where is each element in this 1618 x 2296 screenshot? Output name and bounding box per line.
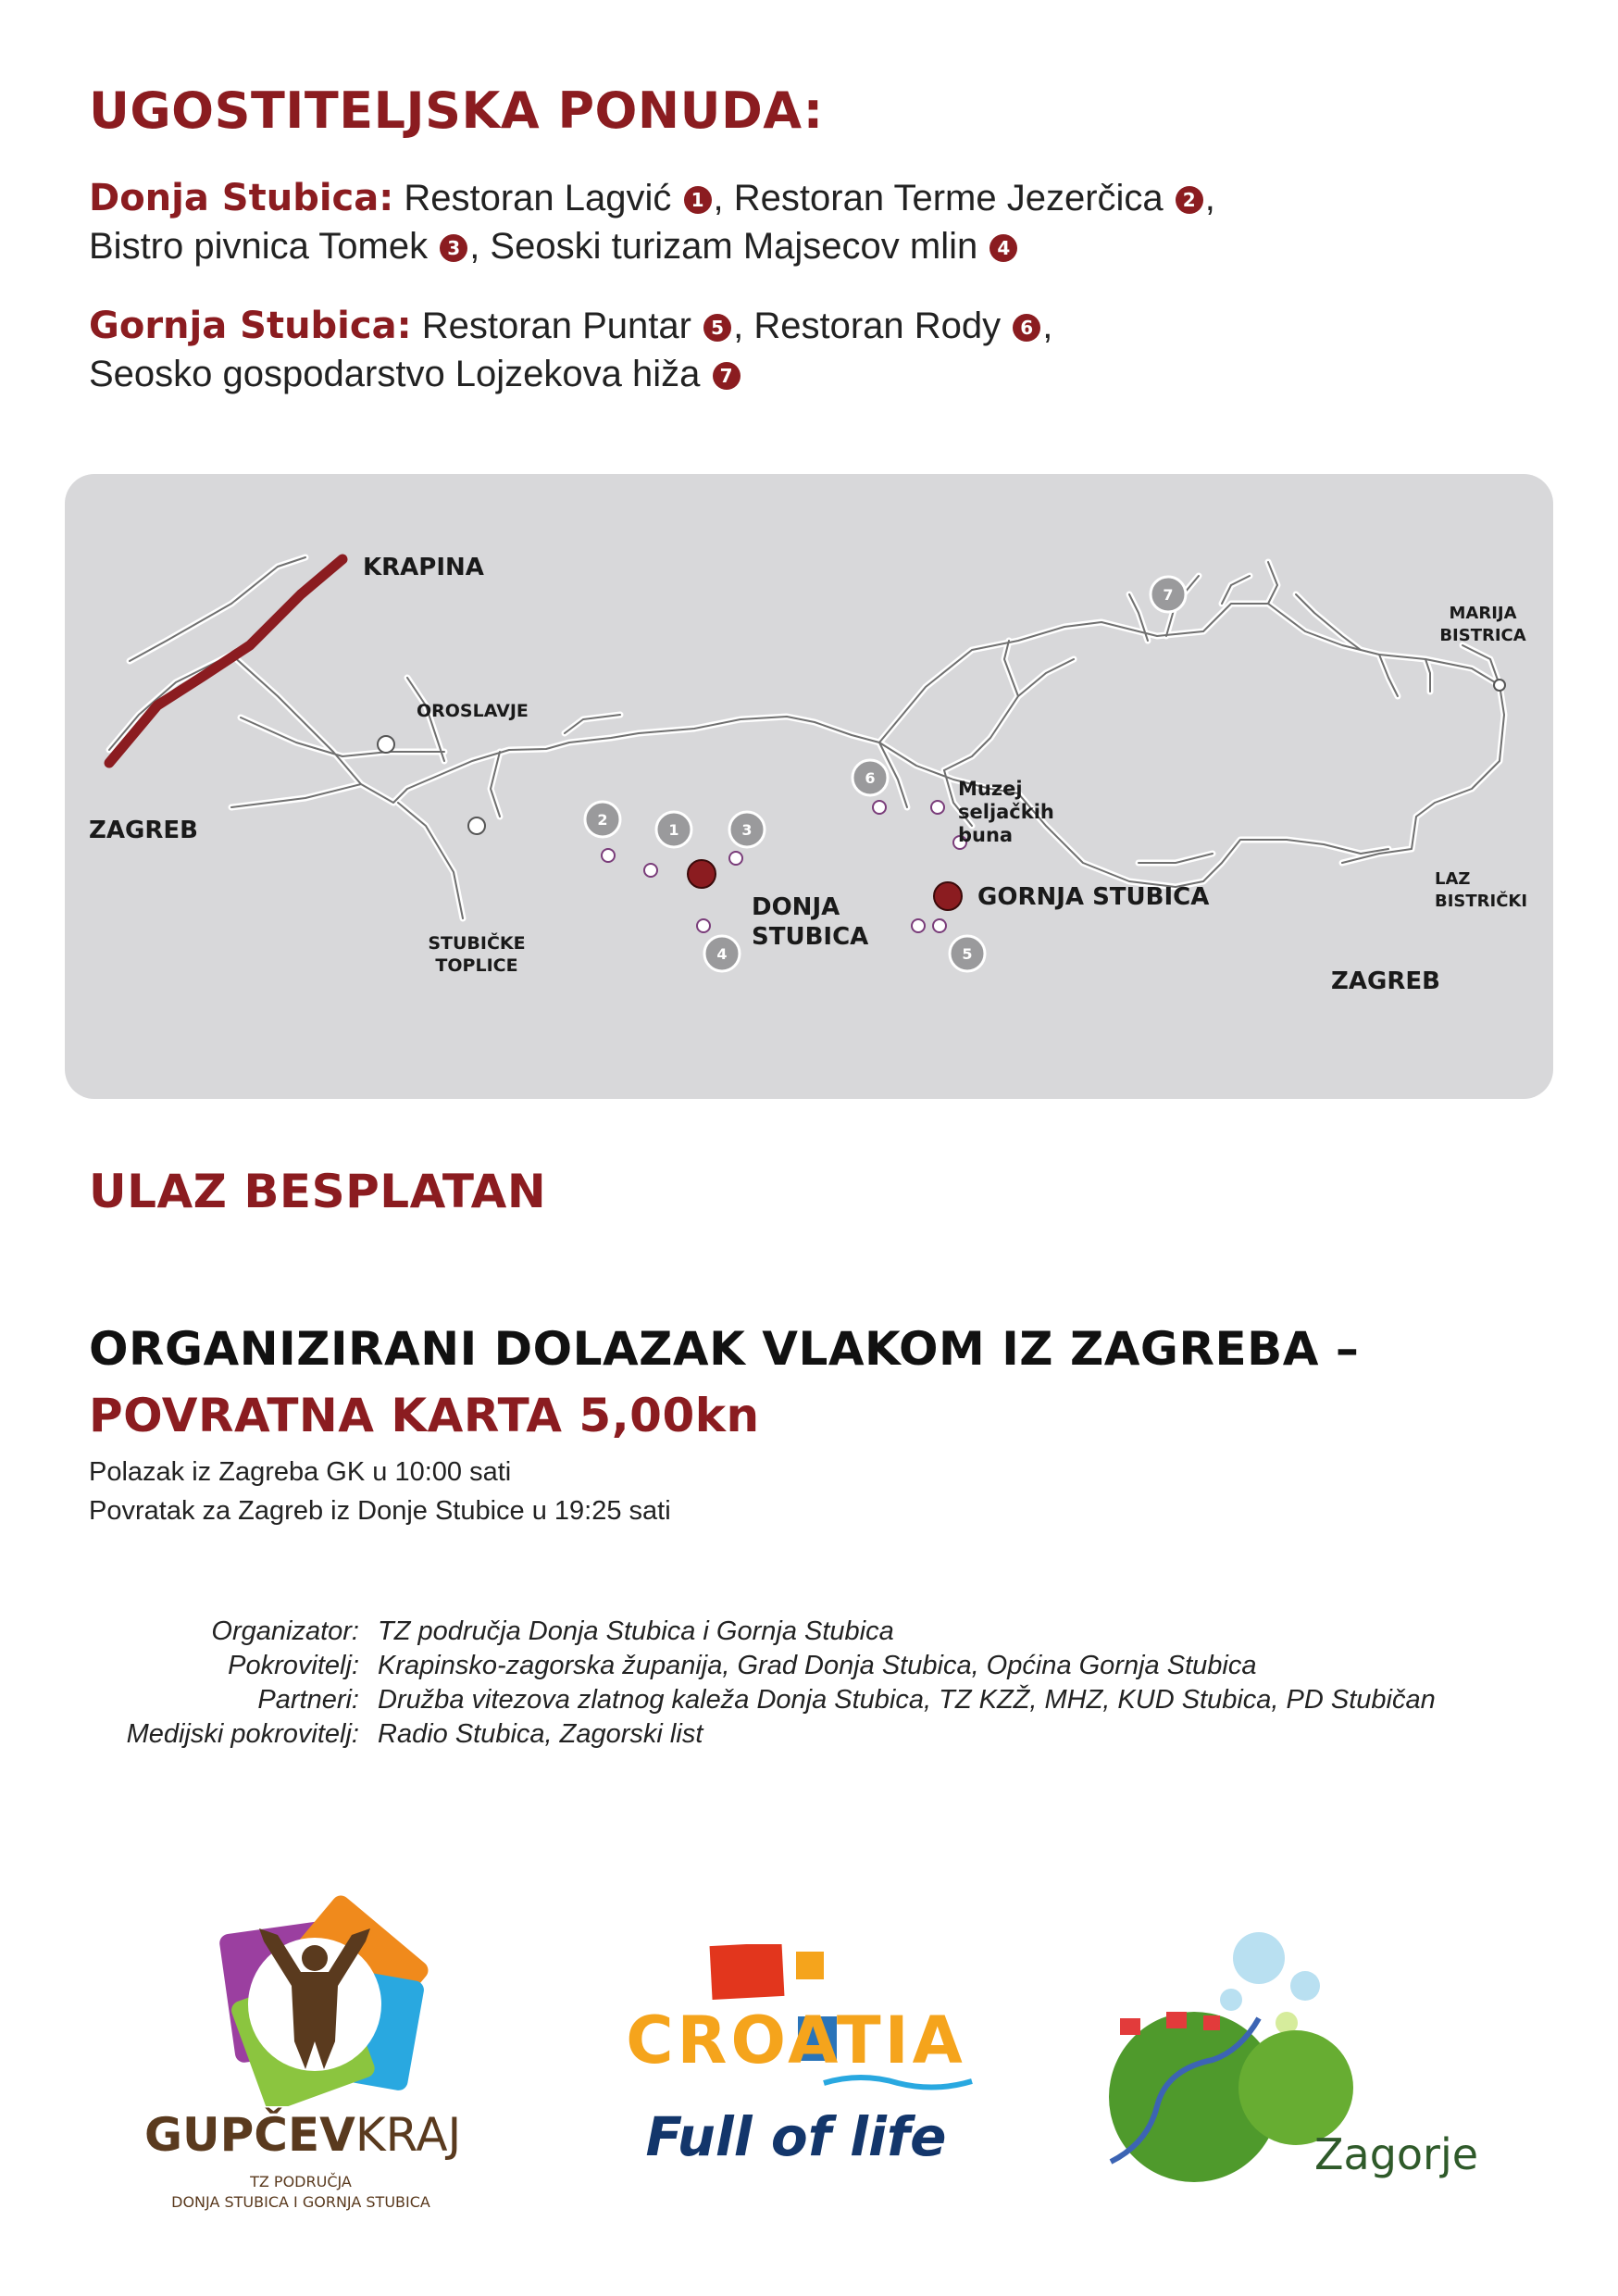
zagorje-emblem bbox=[1092, 1930, 1500, 2208]
gupcev-emblem bbox=[139, 1884, 491, 2106]
croatia-logo bbox=[592, 1944, 1000, 2222]
train-subtitle: POVRATNA KARTA 5,00kn bbox=[89, 1389, 760, 1442]
venue-text: , bbox=[1042, 306, 1053, 346]
venue-number-1: 1 bbox=[684, 186, 712, 214]
map-marker-6: 6 bbox=[865, 769, 876, 787]
venue-number-6: 6 bbox=[1013, 314, 1040, 342]
gupcev-word: GUPČEV bbox=[144, 2108, 355, 2162]
credit-label: Partneri: bbox=[257, 1685, 359, 1715]
map-labels bbox=[89, 554, 1527, 995]
label-gornja: GORNJA STUBICA bbox=[977, 883, 1210, 911]
label-krapina: KRAPINA bbox=[363, 554, 484, 581]
map-marker-5: 5 bbox=[962, 945, 973, 963]
road-network bbox=[109, 557, 1504, 918]
venue-number-5: 5 bbox=[703, 314, 731, 342]
label-donja-1: DONJA bbox=[752, 893, 840, 921]
zagorje-word: Zagorje bbox=[1314, 2129, 1479, 2179]
label-donja-2: STUBICA bbox=[752, 923, 869, 951]
train-departure: Polazak iz Zagreba GK u 10:00 sati bbox=[89, 1457, 512, 1487]
train-title: ORGANIZIRANI DOLAZAK VLAKOM IZ ZAGREBA – bbox=[89, 1322, 1360, 1376]
label-zagreb-east: ZAGREB bbox=[1331, 967, 1440, 995]
page-heading: UGOSTITELJSKA PONUDA: bbox=[89, 81, 824, 140]
label-laz-1: LAZ bbox=[1435, 869, 1471, 889]
venue-text: , Restoran Rody bbox=[733, 306, 1012, 346]
route-map bbox=[65, 474, 1553, 1099]
croatia-tagline: Full of life bbox=[645, 2105, 947, 2168]
credit-value: Radio Stubica, Zagorski list bbox=[378, 1719, 703, 1749]
label-laz-2: BISTRIČKI bbox=[1435, 892, 1528, 911]
venue-number-2: 2 bbox=[1176, 186, 1203, 214]
train-return: Povratak za Zagreb iz Donje Stubice u 19:25 sati bbox=[89, 1496, 671, 1526]
label-muzej-3: buna bbox=[958, 824, 1014, 846]
donja-label: Donja Stubica: bbox=[89, 177, 394, 219]
label-muzej-1: Muzej bbox=[958, 778, 1023, 800]
gupcev-sub2: DONJA STUBICA I GORNJA STUBICA bbox=[171, 2193, 430, 2211]
venue-text: , Restoran Terme Jezerčica bbox=[713, 178, 1174, 218]
venue-text: Bistro pivnica Tomek bbox=[89, 226, 439, 267]
label-stubicke-2: TOPLICE bbox=[435, 955, 518, 976]
venue-text: , Seoski turizam Majsecov mlin bbox=[469, 226, 989, 267]
gornja-stubica-dot bbox=[934, 882, 962, 910]
highway-a2 bbox=[109, 559, 342, 763]
kraj-word: KRAJ bbox=[355, 2108, 462, 2162]
venue-text: , bbox=[1204, 178, 1215, 218]
credit-label: Pokrovitelj: bbox=[228, 1651, 359, 1680]
map-marker-7: 7 bbox=[1163, 586, 1174, 604]
venue-number-3: 3 bbox=[440, 234, 467, 262]
label-oroslavje: OROSLAVJE bbox=[417, 701, 529, 721]
venue-text: Restoran Puntar bbox=[411, 306, 703, 346]
label-marija-1: MARIJA bbox=[1449, 604, 1517, 623]
gupcev-sub1: TZ PODRUČJA bbox=[250, 2173, 352, 2190]
label-marija-2: BISTRICA bbox=[1439, 626, 1526, 645]
donja-stubica-dot bbox=[688, 860, 716, 888]
gornja-line-1 bbox=[89, 302, 1052, 350]
credits-block bbox=[0, 1615, 1618, 1763]
credit-label: Organizator: bbox=[211, 1616, 359, 1646]
map-marker-1: 1 bbox=[668, 821, 679, 839]
croatia-word: CROATIA bbox=[626, 2003, 966, 2078]
venue-number-4: 4 bbox=[989, 234, 1017, 262]
credit-value: TZ područja Donja Stubica i Gornja Stubica bbox=[378, 1616, 894, 1646]
venue-number-7: 7 bbox=[713, 362, 741, 390]
map-svg bbox=[65, 474, 1553, 1099]
label-zagreb-west: ZAGREB bbox=[89, 817, 198, 844]
credit-value: Krapinsko-zagorska županija, Grad Donja Stubica, Općina Gornja Stubica bbox=[378, 1651, 1257, 1680]
credit-value: Družba vitezova zlatnog kaleža Donja Stubica, TZ KZŽ, MHZ, KUD Stubica, PD Stubičan bbox=[378, 1685, 1436, 1715]
label-muzej-2: seljačkih bbox=[958, 801, 1054, 823]
donja-line-2 bbox=[89, 222, 1019, 270]
free-entry-heading: ULAZ BESPLATAN bbox=[89, 1165, 547, 1218]
map-marker-3: 3 bbox=[741, 821, 753, 839]
gupcev-kraj-logo bbox=[139, 1884, 491, 2227]
gornja-line-2 bbox=[89, 350, 742, 398]
label-stubicke-1: STUBIČKE bbox=[428, 933, 526, 954]
venue-text: Restoran Lagvić bbox=[393, 178, 682, 218]
venue-text: Seosko gospodarstvo Lojzekova hiža bbox=[89, 354, 711, 394]
donja-line-1 bbox=[89, 174, 1215, 222]
credit-label: Medijski pokrovitelj: bbox=[126, 1719, 359, 1749]
gornja-label: Gornja Stubica: bbox=[89, 305, 412, 347]
gupcev-wordmark bbox=[144, 2108, 461, 2162]
number-markers bbox=[585, 577, 1186, 971]
croatia-emblem bbox=[592, 1944, 1000, 2222]
map-marker-2: 2 bbox=[597, 811, 608, 829]
map-marker-4: 4 bbox=[716, 945, 728, 963]
zagorje-logo bbox=[1092, 1930, 1500, 2208]
